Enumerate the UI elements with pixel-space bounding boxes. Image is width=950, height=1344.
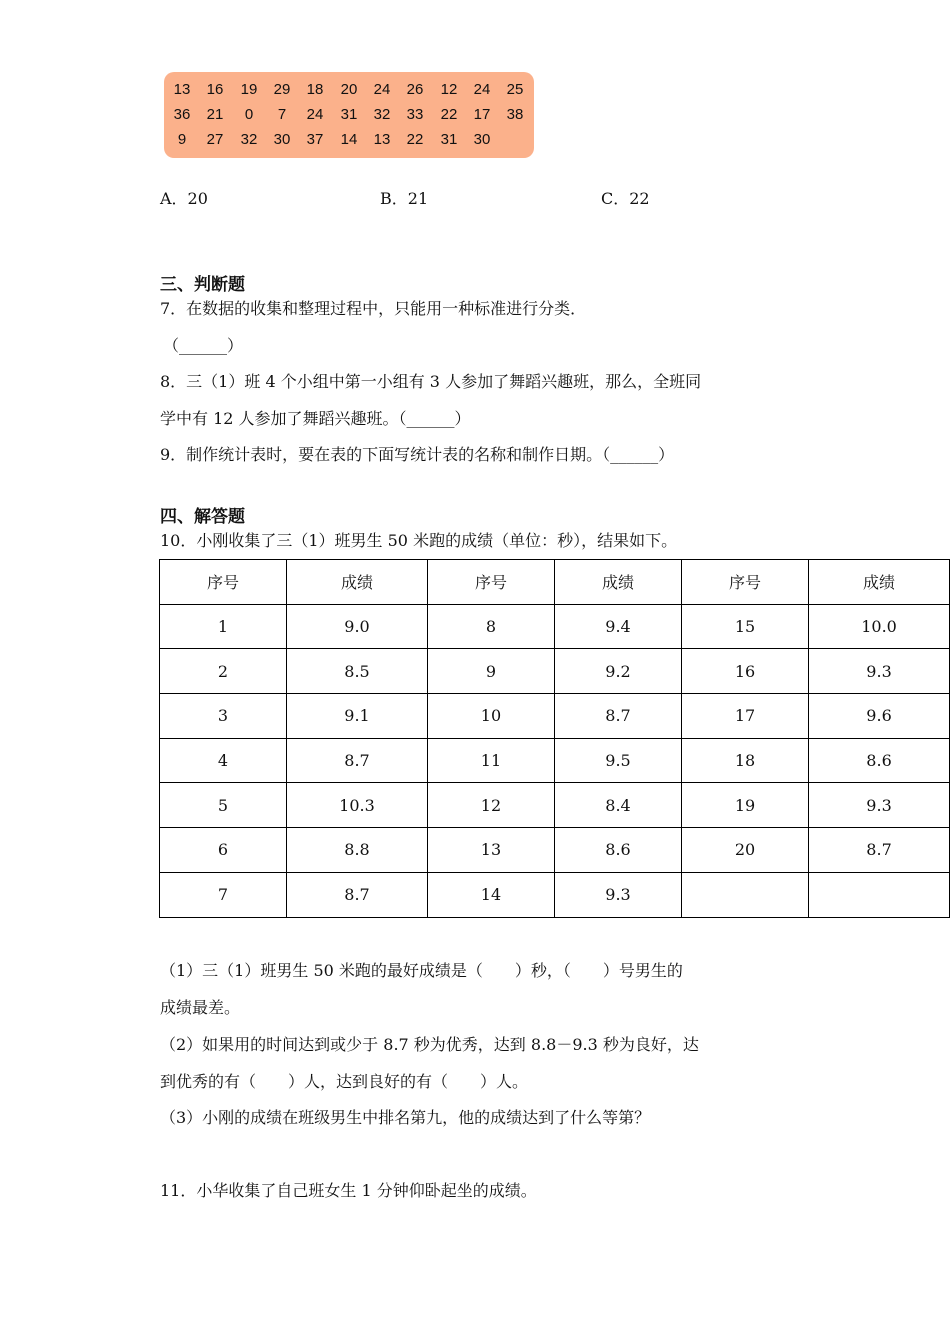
sub-question-2-line-1: （2）如果用的时间达到或少于 8.7 秒为优秀，达到 8.8－9.3 秒为良好，达 bbox=[160, 1035, 699, 1054]
number-cell: 31 bbox=[440, 131, 458, 148]
number-cell: 14 bbox=[340, 131, 358, 148]
table-cell: 18 bbox=[682, 738, 809, 783]
table-cell bbox=[809, 872, 950, 917]
table-cell: 2 bbox=[160, 649, 287, 694]
number-data-box bbox=[164, 72, 534, 158]
number-cell: 19 bbox=[240, 81, 258, 98]
number-cell: 24 bbox=[373, 81, 391, 98]
option-a: A．20 bbox=[160, 189, 208, 208]
table-cell: 8.4 bbox=[554, 783, 681, 828]
number-cell: 32 bbox=[240, 131, 258, 148]
number-cell: 16 bbox=[206, 81, 224, 98]
table-cell: 5 bbox=[160, 783, 287, 828]
table-cell: 9.2 bbox=[554, 649, 681, 694]
number-cell: 7 bbox=[277, 106, 287, 123]
number-cell: 12 bbox=[440, 81, 458, 98]
table-row bbox=[160, 783, 950, 828]
table-cell: 8.7 bbox=[809, 828, 950, 873]
table-cell: 8.5 bbox=[287, 649, 428, 694]
table-cell: 9 bbox=[427, 649, 554, 694]
question-11: 11．小华收集了自己班女生 1 分钟仰卧起坐的成绩。 bbox=[160, 1181, 537, 1200]
question-9: 9．制作统计表时，要在表的下面写统计表的名称和制作日期。（______） bbox=[160, 445, 675, 464]
number-cell: 18 bbox=[306, 81, 324, 98]
sub-question-1-line-1: （1）三（1）班男生 50 米跑的最好成绩是（ ）秒，（ ）号男生的 bbox=[160, 961, 683, 980]
number-cell: 17 bbox=[473, 106, 491, 123]
table-cell: 9.1 bbox=[287, 694, 428, 739]
number-cell: 0 bbox=[244, 106, 254, 123]
number-cell: 22 bbox=[440, 106, 458, 123]
table-cell: 7 bbox=[160, 872, 287, 917]
table-header-row bbox=[160, 560, 950, 605]
number-cell: 30 bbox=[273, 131, 291, 148]
table-cell: 9.3 bbox=[554, 872, 681, 917]
question-8-line-1: 8．三（1）班 4 个小组中第一小组有 3 人参加了舞蹈兴趣班，那么，全班同 bbox=[160, 372, 702, 391]
table-cell: 10 bbox=[427, 694, 554, 739]
table-cell: 4 bbox=[160, 738, 287, 783]
number-cell: 24 bbox=[473, 81, 491, 98]
question-7: 7．在数据的收集和整理过程中，只能用一种标准进行分类． bbox=[160, 299, 587, 318]
question-8-line-2: 学中有 12 人参加了舞蹈兴趣班。（______） bbox=[160, 409, 471, 428]
table-cell: 8 bbox=[427, 604, 554, 649]
table-cell: 8.8 bbox=[287, 828, 428, 873]
table-cell: 8.7 bbox=[287, 872, 428, 917]
number-cell: 37 bbox=[306, 131, 324, 148]
table-cell: 10.3 bbox=[287, 783, 428, 828]
table-cell: 8.6 bbox=[554, 828, 681, 873]
number-cell: 31 bbox=[340, 106, 358, 123]
table-cell: 8.7 bbox=[287, 738, 428, 783]
number-cell: 26 bbox=[406, 81, 424, 98]
table-row bbox=[160, 649, 950, 694]
number-cell: 13 bbox=[173, 81, 191, 98]
number-cell: 30 bbox=[473, 131, 491, 148]
table-row bbox=[160, 694, 950, 739]
table-header-cell: 成绩 bbox=[287, 560, 428, 605]
table-cell: 6 bbox=[160, 828, 287, 873]
number-cell: 36 bbox=[173, 106, 191, 123]
table-row bbox=[160, 872, 950, 917]
table-cell: 9.5 bbox=[554, 738, 681, 783]
number-cell: 33 bbox=[406, 106, 424, 123]
table-header-cell: 成绩 bbox=[554, 560, 681, 605]
table-cell: 3 bbox=[160, 694, 287, 739]
table-cell: 9.6 bbox=[809, 694, 950, 739]
table-cell bbox=[682, 872, 809, 917]
table-cell: 9.0 bbox=[287, 604, 428, 649]
table-cell: 19 bbox=[682, 783, 809, 828]
table-cell: 9.3 bbox=[809, 649, 950, 694]
table-row bbox=[160, 828, 950, 873]
number-cell: 25 bbox=[506, 81, 524, 98]
table-header-cell: 成绩 bbox=[809, 560, 950, 605]
option-b: B．21 bbox=[380, 189, 429, 208]
number-cell: 22 bbox=[406, 131, 424, 148]
table-cell: 9.4 bbox=[554, 604, 681, 649]
table-cell: 8.7 bbox=[554, 694, 681, 739]
section-heading-judgement: 三、判断题 bbox=[160, 275, 245, 295]
sub-question-3: （3）小刚的成绩在班级男生中排名第九，他的成绩达到了什么等第？ bbox=[160, 1108, 651, 1127]
sub-question-2-line-2: 到优秀的有（ ）人，达到良好的有（ ）人。 bbox=[160, 1072, 529, 1091]
table-header-cell: 序号 bbox=[682, 560, 809, 605]
number-cell: 20 bbox=[340, 81, 358, 98]
table-cell: 8.6 bbox=[809, 738, 950, 783]
question-10-intro: 10．小刚收集了三（1）班男生 50 米跑的成绩（单位：秒），结果如下。 bbox=[160, 531, 678, 550]
table-header-cell: 序号 bbox=[427, 560, 554, 605]
table-cell: 13 bbox=[427, 828, 554, 873]
table-cell: 15 bbox=[682, 604, 809, 649]
table-cell: 12 bbox=[427, 783, 554, 828]
table-row bbox=[160, 738, 950, 783]
table-cell: 16 bbox=[682, 649, 809, 694]
section-heading-answers: 四、解答题 bbox=[160, 507, 245, 527]
table-cell: 17 bbox=[682, 694, 809, 739]
table-cell: 1 bbox=[160, 604, 287, 649]
question-7-blank: （______） bbox=[163, 336, 244, 355]
number-cell: 9 bbox=[177, 131, 187, 148]
table-cell: 20 bbox=[682, 828, 809, 873]
number-cell: 27 bbox=[206, 131, 224, 148]
table-header-cell: 序号 bbox=[160, 560, 287, 605]
number-cell: 24 bbox=[306, 106, 324, 123]
table-cell: 14 bbox=[427, 872, 554, 917]
table-cell: 11 bbox=[427, 738, 554, 783]
table-cell: 9.3 bbox=[809, 783, 950, 828]
number-cell: 29 bbox=[273, 81, 291, 98]
number-cell: 38 bbox=[506, 106, 524, 123]
number-cell: 21 bbox=[206, 106, 224, 123]
table-cell: 10.0 bbox=[809, 604, 950, 649]
sub-question-1-line-2: 成绩最差。 bbox=[160, 998, 241, 1017]
number-cell: 32 bbox=[373, 106, 391, 123]
number-cell: 13 bbox=[373, 131, 391, 148]
option-c: C．22 bbox=[601, 189, 650, 208]
scores-table bbox=[159, 559, 950, 918]
table-row bbox=[160, 604, 950, 649]
